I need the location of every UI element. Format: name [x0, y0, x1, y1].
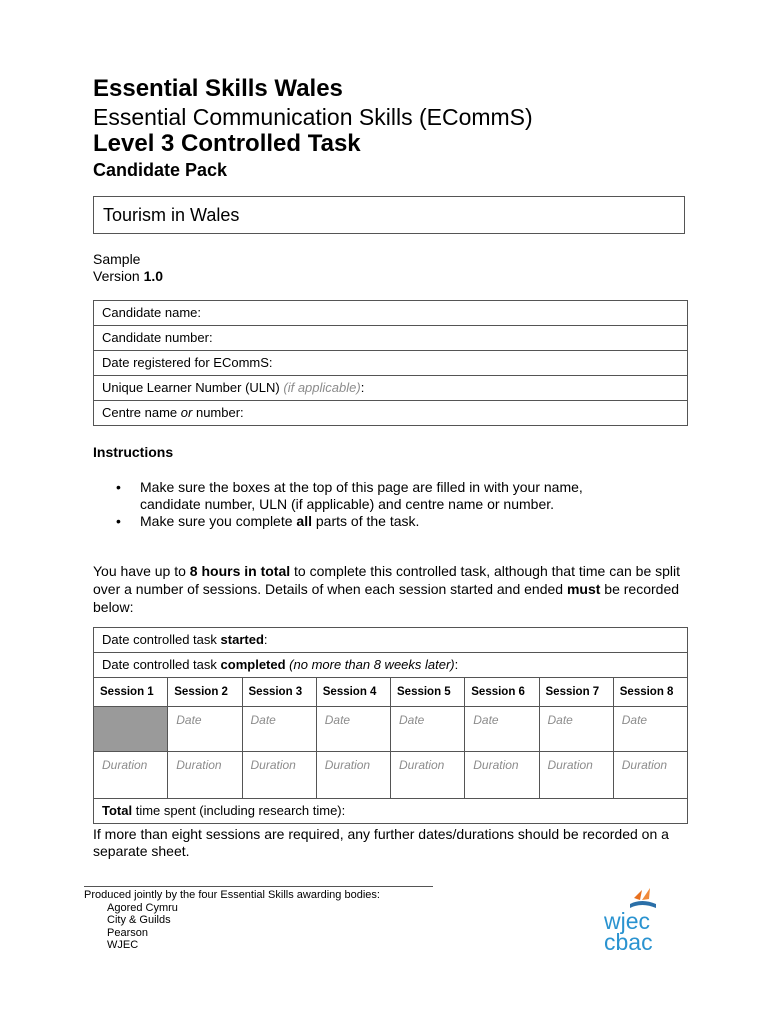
session-duration-field[interactable]: Duration [465, 752, 539, 799]
session-date-field[interactable]: Date [613, 707, 687, 752]
total-time-row[interactable] [94, 799, 688, 824]
task-started-field[interactable]: Date controlled task started: [94, 628, 688, 653]
version-label: Version [93, 268, 140, 284]
task-title-box [93, 196, 685, 234]
uln-note: (if applicable) [283, 380, 361, 395]
session-header: Session 5 [391, 678, 465, 707]
started-label: Date controlled task [102, 632, 217, 647]
session-header: Session 6 [465, 678, 539, 707]
centre-row[interactable] [94, 401, 688, 426]
centre-field[interactable] [94, 401, 688, 426]
version-line [93, 268, 163, 285]
session-duration-field[interactable]: Duration [242, 752, 316, 799]
session-date-field[interactable]: Date [391, 707, 465, 752]
candidate-number-row[interactable] [94, 326, 688, 351]
title-ecomms: Essential Communication Skills (ECommS) [93, 104, 533, 130]
session-date-field[interactable]: Date [465, 707, 539, 752]
session-header-row [94, 678, 688, 707]
uln-field[interactable]: Unique Learner Number (ULN) (if applicable): [94, 376, 688, 401]
bullet-icon: • [116, 513, 121, 529]
candidate-name-field[interactable]: Candidate name: [94, 301, 688, 326]
date-registered-row[interactable] [94, 351, 688, 376]
session-duration-field[interactable]: Duration [391, 752, 465, 799]
session-date-field[interactable]: Date [168, 707, 242, 752]
time-allowance-paragraph [93, 562, 683, 616]
title-candidate-pack: Candidate Pack [93, 160, 228, 180]
footer-body: WJEC [107, 939, 139, 951]
footer-body: Agored Cymru [107, 901, 178, 914]
started-bold: started [220, 632, 264, 647]
logo-book-page-light [642, 888, 650, 900]
bullet-icon: • [116, 479, 121, 495]
uln-row[interactable] [94, 376, 688, 401]
instructions-heading: Instructions [93, 444, 174, 460]
session-duration-field[interactable]: Duration [168, 752, 242, 799]
total-time-field[interactable] [94, 799, 688, 824]
session-date-field[interactable]: Date [242, 707, 316, 752]
instruction-text-1: Make sure the boxes at the top of this page are filled in with your name, candidate number, ULN (if applicable) and centre name or number. [140, 479, 583, 512]
logo-book-page-orange [634, 890, 642, 900]
session-header: Session 2 [168, 678, 242, 707]
footer-divider [84, 886, 433, 887]
session-duration-row [94, 752, 688, 799]
candidate-details-table [93, 300, 688, 426]
footer-produced: Produced jointly by the four Essential Skills awarding bodies: [84, 889, 380, 901]
completed-bold: completed [220, 657, 286, 672]
total-bold: Total [102, 803, 133, 818]
session-duration-field[interactable]: Duration [94, 752, 168, 799]
title-essential-skills-wales: Essential Skills Wales [93, 75, 343, 102]
time-para-pre: You have up to [93, 563, 186, 579]
or-word: or [180, 405, 193, 420]
wjec-cbac-logo [600, 884, 664, 954]
instruction-item [93, 479, 613, 513]
uln-label: Unique Learner Number (ULN) [102, 380, 280, 395]
instruction-item [93, 513, 613, 530]
logo-text-cbac: cbac [604, 929, 653, 954]
session-duration-field[interactable]: Duration [316, 752, 390, 799]
time-para-post: be recorded below: [93, 581, 680, 615]
completed-note: (no more than 8 weeks later) [289, 657, 455, 672]
time-para-mid: to complete this controlled task, although that time can be split over a number of sessions. Details of when each session started and ended [93, 563, 681, 597]
task-completed-row[interactable] [94, 653, 688, 678]
candidate-name-row[interactable] [94, 301, 688, 326]
logo-book-base [630, 901, 656, 908]
time-para-must: must [566, 581, 601, 597]
session-date-row [94, 707, 688, 752]
time-para-hours: 8 hours in total [189, 563, 291, 579]
session-date-field[interactable]: Date [539, 707, 613, 752]
session-duration-field[interactable]: Duration [539, 752, 613, 799]
session-duration-field[interactable]: Duration [613, 752, 687, 799]
instructions-list [93, 479, 613, 530]
session-header: Session 8 [613, 678, 687, 707]
extra-sessions-note: If more than eight sessions are required, any further dates/durations should be recorded on a separate sheet. [93, 826, 669, 859]
task-started-row[interactable] [94, 628, 688, 653]
centre-number-label: number: [195, 405, 244, 420]
session-header: Session 4 [316, 678, 390, 707]
completed-label: Date controlled task [102, 657, 217, 672]
sample-version-block [93, 251, 163, 285]
session-1-date-shaded [94, 707, 168, 752]
footer-body: Pearson [107, 926, 148, 939]
logo-text-wjec: wjec [604, 908, 651, 934]
sample-label: Sample [93, 251, 141, 267]
instruction-text-2-bold: all [296, 513, 312, 529]
session-date-field[interactable]: Date [316, 707, 390, 752]
candidate-number-field[interactable]: Candidate number: [94, 326, 688, 351]
task-completed-field[interactable]: Date controlled task completed (no more than 8 weeks later): [94, 653, 688, 678]
total-label: time spent (including research time): [135, 803, 346, 818]
instruction-text-2-pre: Make sure you complete [140, 513, 293, 529]
date-registered-field[interactable]: Date registered for ECommS: [94, 351, 688, 376]
footer [84, 889, 380, 952]
task-title: Tourism in Wales [103, 205, 240, 225]
centre-label: Centre name [102, 405, 178, 420]
session-header: Session 3 [242, 678, 316, 707]
version-value: 1.0 [143, 268, 164, 284]
session-record-table [93, 627, 688, 824]
session-header: Session 1 [94, 678, 168, 707]
instruction-text-2-post: parts of the task. [315, 513, 420, 529]
footer-body: City & Guilds [107, 914, 171, 926]
session-header: Session 7 [539, 678, 613, 707]
title-level-3-controlled-task: Level 3 Controlled Task [93, 130, 361, 157]
